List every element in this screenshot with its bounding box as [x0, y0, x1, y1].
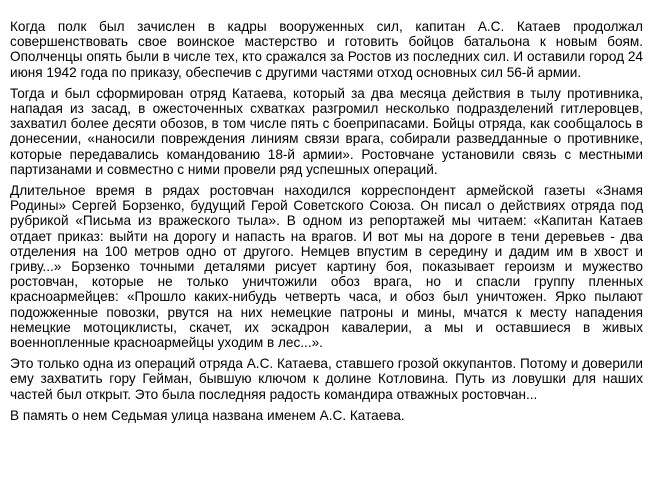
paragraph-1: Когда полк был зачислен в кадры вооруженных сил, капитан А.С. Катаев продолжал совершенствовать свое воинское мастерство и готовить бойцов батальона к новым боям. Ополченцы опять были в числе тех, кто сражался за Ростов из последних сил. И оставили город 24 июня 1942 года по приказу, обеспечив с другими частями отход основных сил 56-й армии. — [10, 19, 643, 80]
paragraph-4: Это только одна из операций отряда А.С. Катаева, ставшего грозой оккупантов. Потому и доверили ему захватить гору Гейман, бывшую ключом к долине Котловина. Путь из ловушки для наших частей был открыт. Это была последняя радость командира отважных ростовчан... — [10, 356, 643, 402]
paragraph-5: В память о нем Седьмая улица названа именем А.С. Катаева. — [10, 407, 405, 423]
paragraph-2: Тогда и был сформирован отряд Катаева, который за два месяца действия в тылу противника, нападая из засад, в ожесточенных схватках разгромил несколько подразделений гитлеровцев, захватил более десяти обозов, в том числе пять с боеприпасами. Бойцы отряда, как сообщалось в донесении, «наносили повреждения линиям связи врага, собирали разведданные о противнике, которые передавались командованию 18-й армии». Ростовчане установили связь с местными партизанами и совместно с ними провели ряд успешных операций. — [10, 85, 643, 177]
paragraph-3: Длительное время в рядах ростовчан находился корреспондент армейской газеты «Знамя Родины» Сергей Борзенко, будущий Герой Советского Союза. Он писал о действиях отряда под рубрикой «Письма из вражеского тыла». В одном из репортажей мы читаем: «Капитан Катаев отдает приказ: выйти на дорогу и напасть на врагов. И вот мы на дороге в тени деревьев - два отделения на 100 метров одно от другого. Немцев впустим в середину и дадим им в хвост и гриву...» Борзенко точными деталями рисует картину боя, показывает героизм и мужество ростовчан, которые не только уничтожили обоз врага, но и спасли группу пленных красноармейцев: «Прошло каких-нибудь четверть часа, и обоз был уничтожен. Ярко пылают подожженные повозки, рвутся на них немецкие патроны и мины, мчатся к месту нападения немецкие мотоциклисты, скачет, их эскадрон кавалерии, а мы и оставшиеся в живых военнопленные красноармейцы уходим в лес...». — [10, 183, 643, 351]
